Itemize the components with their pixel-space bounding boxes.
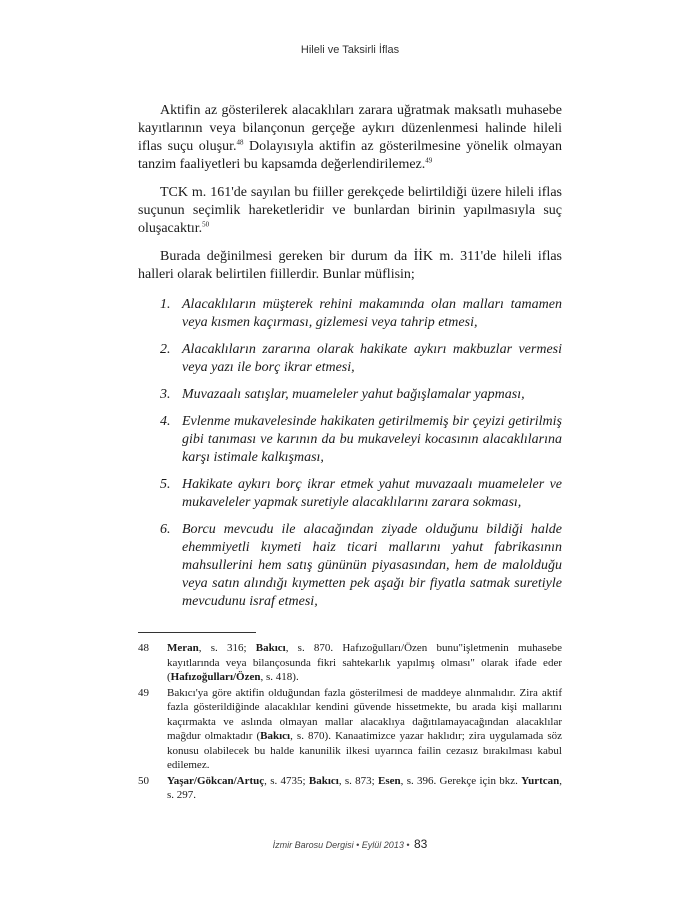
body-text <box>138 102 562 294</box>
journal-info: İzmir Barosu Dergisi • Eylül 2013 • <box>272 840 410 850</box>
paragraph-2: TCK m. 161'de sayılan bu fiiller gerekçede belirtildiği üzere hileli iflas suçunun seçimlik hareketleridir ve bunlardan birinin yapılmasıyla suç oluşacaktır.$^{50}$ <box>138 185 562 236</box>
footnote-ref-49: 49 <box>425 156 433 165</box>
list-item: 6. Borcu mevcudu ile alacağından ziyade olduğunu bildiği halde ehemmiyetli kıymeti haiz ticari mallarını yahut fabrikasının mahsullerini hem satış gününün piyasasından, hem de malolduğu veya satın alındığı kıymetten pek aşağı bir fiyatla satmak suretiyle mevcudunu israf etmesi, <box>160 522 562 609</box>
list-item: 4. Evlenme mukavelesinde hakikaten getirilmemiş bir çeyizi getirilmiş gibi tanıması ve karının da bu mukaveleyi kocasının alacaklılarına karşı istimale kalkışması, <box>160 414 562 465</box>
page-number: 83 <box>414 837 428 851</box>
page-footer <box>0 837 700 851</box>
list-item: 2. Alacaklıların zararına olarak hakikate aykırı makbuzlar vermesi veya yazı ile borç ikrar etmesi, <box>160 342 562 375</box>
footnote-ref-48: 48 <box>236 138 244 147</box>
paragraph-1: Aktifin az gösterilerek alacaklıları zarara uğratmak maksatlı muhasebe kayıtlarının veya bilançonun gerçeğe aykırı düzenlenmesi halinde hileli iflas suçu oluşur.$^{48}$ Dolayısıyla aktifin az gösterilmesine yönelik olmayan tanzim faaliyetleri bu kapsamda değerlendirilemez.$^{49}$ <box>138 103 562 172</box>
footnote-50: 50 Yaşar/Gökcan/Artuç, s. 4735; Bakıcı, s. 873; Esen, s. 396. Gerekçe için bkz. Yurtcan, s. 297. <box>138 774 563 801</box>
list-item: 5. Hakikate aykırı borç ikrar etmek yahut muvazaalı muameleler ve mukaveleler yapmak suretiyle alacaklılarını zarara sokması, <box>160 477 562 510</box>
list-item: 3. Muvazaalı satışlar, muameleler yahut bağışlamalar yapması, <box>160 387 525 402</box>
footnote-divider <box>138 632 256 633</box>
running-header: Hileli ve Taksirli İflas <box>300 44 400 56</box>
paragraph-3: Burada değinilmesi gereken bir durum da İİK m. 311'de hileli iflas halleri olarak belirtilen fiillerdir. Bunlar müflisin; <box>138 249 562 282</box>
list-item: 1. Alacaklıların müşterek rehini makamında olan malları tamamen veya kısmen kaçırması, gizlemesi veya tahrip etmesi, <box>160 297 562 330</box>
footnotes <box>138 641 562 804</box>
footnote-48: 48 Meran, s. 316; Bakıcı, s. 870. Hafızoğulları/Özen bunu"işletmenin muhasebe kayıtlarında veya bilançosunda fikri sahtekarlık yapılmış olması" olarak ifade eder (Hafızoğulları/Özen, s. 418). <box>138 642 562 683</box>
footnote-ref-50: 50 <box>202 220 210 229</box>
footnote-49: 49 Bakıcı'ya göre aktifin olduğundan fazla gösterilmesi de maddeye alınmalıdır. Zira aktif fazla gösterildiğinde alacaklılar kendini güvende hissetmekte, bu arada kişi mallarını kaçırmakta ve aslında olmayan mallar alacaklıya dağıtılamayacağından alacaklılar mağdur olmaktadır (Bakıcı, s. 870). Kanaatimizce yazar haklıdır; zira uygulamada söz konusu olabilecek bu halde kanunilik ilkesi uyarınca failin cezasız bırakılması kabul edilemez. <box>138 686 562 771</box>
numbered-list <box>138 296 562 620</box>
